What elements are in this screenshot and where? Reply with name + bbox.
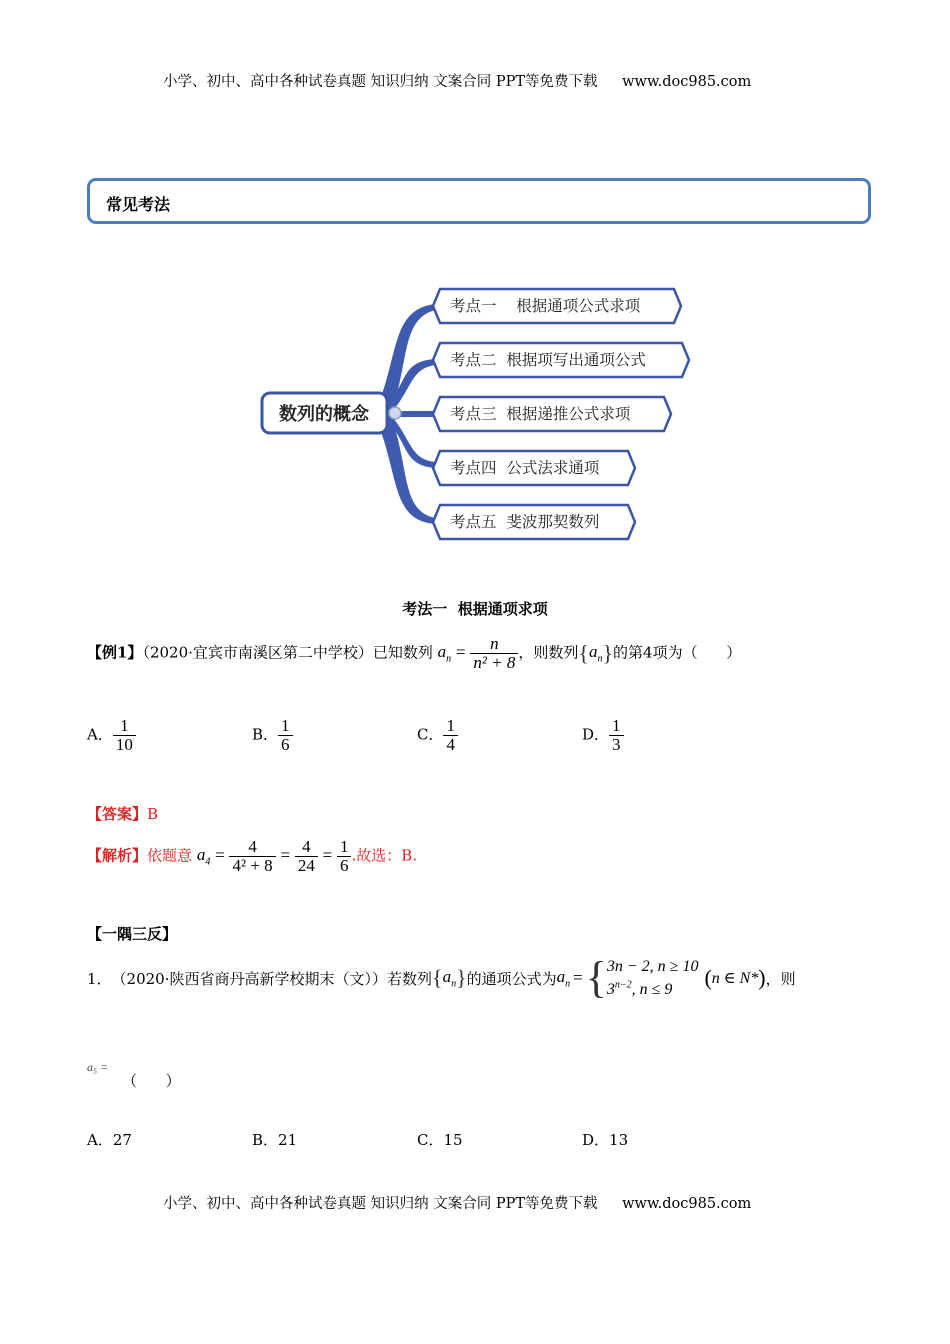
mindmap-branch-3 xyxy=(433,397,671,431)
example1-mid: ，则数列 xyxy=(518,643,579,662)
example1-seq: $a_n$ xyxy=(588,642,603,665)
mindmap-branch-2 xyxy=(433,343,689,377)
example1-answer: 【答案】B xyxy=(87,805,159,823)
mindmap-branch-4 xyxy=(433,451,635,485)
practice-q1-ask: a₅ = xyxy=(87,1060,109,1074)
section-box xyxy=(87,178,871,224)
page-header xyxy=(163,70,751,91)
example1-source: （2020·宜宾市南溪区第二中学校）已知数列 xyxy=(142,643,433,662)
mindmap-branch-3-label: 考点三 根据递推公式求项 xyxy=(450,405,631,423)
mindmap-branch-1 xyxy=(433,289,681,323)
example1-option-a: A． $\frac{1}{10}$ xyxy=(87,717,136,754)
method-title: 考法一 根据通项求项 xyxy=(402,600,548,618)
practice-q1-paren: （ ） xyxy=(122,1072,181,1090)
analysis-pre: 依题意 xyxy=(147,846,193,865)
example1-question: 【例1】（2020·宜宾市南溪区第二中学校）已知数列 $a_n$ = $\frac{n}{\text{n² + 8}}$ ，则数列$\{a_n\}$的第4项为（ ） xyxy=(87,634,742,672)
practice-q1: 1． （2020·陕西省商丹高新学校期末（文））若数列 { $a_n$ } 的通项公式为 $a_n$ = { 3n − 2, n ≥ 10 $3^{n-2}$, n ≤ 9 ( n ∈ N* ) ，则 xyxy=(87,953,796,1003)
footer-text: 小学、初中、高中各种试卷真题 知识归纳 文案合同 PPT等免费下载 xyxy=(163,1196,598,1212)
example1-label: 【例1】 xyxy=(87,643,143,662)
example1-formula-fraction: $\frac{n}{\text{n² + 8}}$ xyxy=(470,635,518,672)
header-site: www.doc985.com xyxy=(622,74,752,90)
mindmap-branch-5-label: 考点五 斐波那契数列 xyxy=(450,513,600,531)
mindmap-root-label: 数列的概念 xyxy=(279,404,369,425)
section-title: 常见考法 xyxy=(106,195,171,214)
practice-q1-cases: 3n − 2, n ≥ 10 $3^{n-2}$, n ≤ 9 xyxy=(606,958,699,999)
practice-option-c: C．15 xyxy=(417,1131,463,1149)
mindmap-branch-1-label: 考点一 根据通项公式求项 xyxy=(450,297,641,315)
mindmap-root-knob xyxy=(389,407,401,419)
header-text: 小学、初中、高中各种试卷真题 知识归纳 文案合同 PPT等免费下载 xyxy=(163,74,598,90)
example1-option-c: C． $\frac{1}{4}$ xyxy=(417,717,458,754)
practice-option-b: B．21 xyxy=(252,1131,298,1149)
mindmap-branch-4-label: 考点四 公式法求通项 xyxy=(450,459,600,477)
mindmap-branch-2-label: 考点二 根据项写出通项公式 xyxy=(450,351,646,369)
example1-tail: 的第4项为（ ） xyxy=(613,643,742,662)
example1-analysis: 【解析】依题意 $a_4$ = $\frac{4}{\text{4² + 8}}$ = $\frac{4}{24}$ = $\frac{1}{6}$ .故选：B. xyxy=(87,837,418,875)
practice-option-a: A．27 xyxy=(87,1131,132,1149)
example1-formula-lhs: $a_n$ xyxy=(437,642,452,665)
practice-option-d: D．13 xyxy=(582,1131,629,1149)
practice-q1-source: （2020·陕西省商丹高新学校期末（文））若数列 xyxy=(111,969,432,988)
example1-option-d: D． $\frac{1}{3}$ xyxy=(582,717,624,754)
mindmap xyxy=(250,280,710,555)
page-footer xyxy=(163,1192,751,1213)
mindmap-branch-5 xyxy=(433,505,635,539)
practice-title: 【一隅三反】 xyxy=(87,925,178,943)
analysis-post: .故选：B. xyxy=(351,846,418,865)
footer-site: www.doc985.com xyxy=(622,1196,752,1212)
example1-option-b: B． $\frac{1}{6}$ xyxy=(252,717,293,754)
analysis-label: 【解析】 xyxy=(87,846,148,865)
